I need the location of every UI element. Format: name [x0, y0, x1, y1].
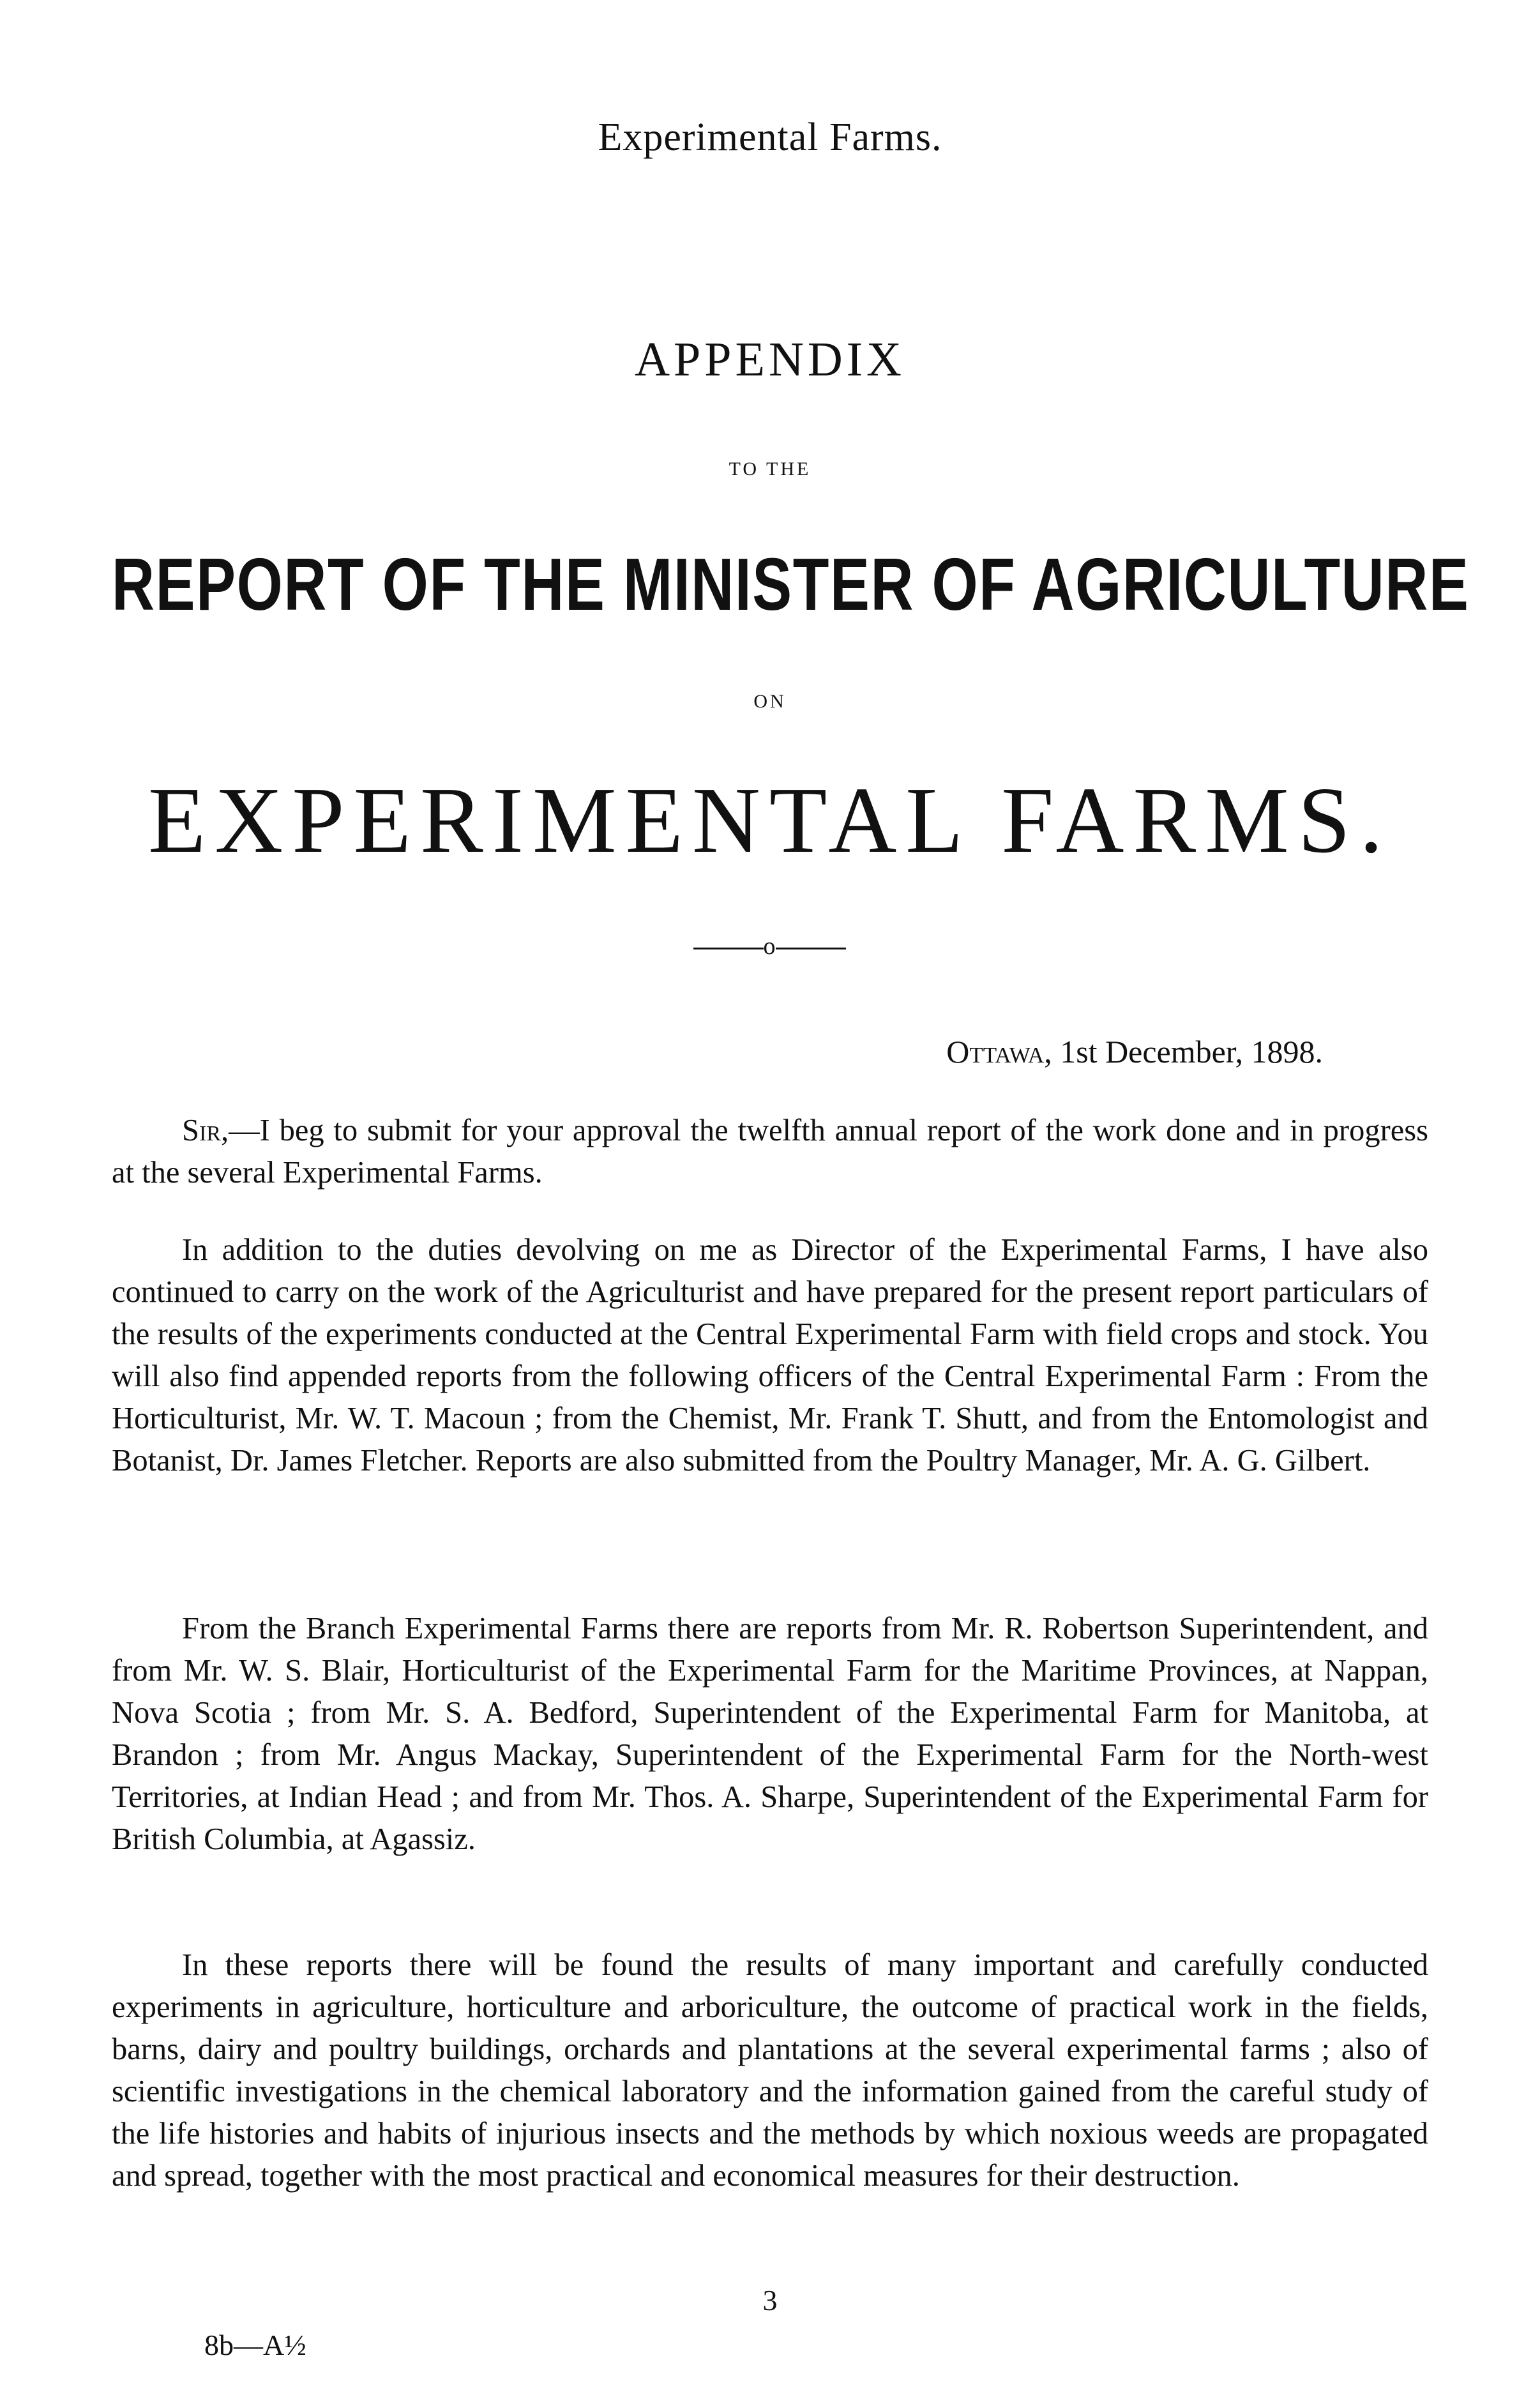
to-the-label: TO THE [728, 458, 812, 480]
running-head: Experimental Farms. [598, 116, 942, 159]
farms-title: EXPERIMENTAL FARMS. [147, 768, 1393, 873]
appendix-heading: APPENDIX [635, 333, 905, 386]
page-number: 3 [762, 2284, 778, 2317]
salutation: Sir, [182, 1114, 229, 1147]
paragraph-4: In these reports there will be found the results of many important and carefully conducted experiments in agriculture, horticulture and arboriculture, the outcome of practical work in the fields, barns, dairy and poultry buildings, orchards and plantations at the several experimental farms ; also of scientific investigations in the chemical laboratory and the information gained from the careful study of the life histories and habits of injurious insects and the methods by which noxious weeds are propagated and spread, together with the most practical and economical measures for their destruction. [112, 1948, 1428, 2193]
rule-line-right [776, 948, 846, 949]
dateline [946, 1033, 1323, 1070]
paragraph-1 [112, 1110, 1428, 1194]
dateline-date: , 1st December, 1898. [1044, 1034, 1323, 1070]
report-title: REPORT OF THE MINISTER OF AGRICULTURE [112, 543, 1470, 626]
rule-line-left [693, 948, 764, 949]
ornament-rule [677, 932, 862, 960]
dateline-place: Ottawa [946, 1034, 1045, 1070]
paragraph-2: In addition to the duties devolving on me as Director of the Experimental Farms, I have also continued to carry on the work of the Agriculturist and have prepared for the present report particulars of the results of the experiments conducted at the Central Experimental Farm with field crops and stock. You will also find appended reports from the following officers of the Central Experimental Farm : From the Horticulturist, Mr. W. T. Macoun ; from the Chemist, Mr. Frank T. Shutt, and from the Entomologist and Botanist, Dr. James Fletcher. Reports are also submitted from the Poultry Manager, Mr. A. G. Gilbert. [112, 1233, 1428, 1478]
paragraph-1-text: —I beg to submit for your approval the twelfth annual report of the work done and in progress at the several Experimental Farms. [112, 1114, 1428, 1190]
on-label: ON [753, 691, 787, 712]
paragraph-3: From the Branch Experimental Farms there are reports from Mr. R. Robertson Superintendent, and from Mr. W. S. Blair, Horticulturist of the Experimental Farm for the Maritime Provinces, at Nappan, Nova Scotia ; from Mr. S. A. Bedford, Superintendent of the Experimental Farm for Manitoba, at Brandon ; from Mr. Angus Mackay, Superintendent of the Experimental Farm for the North-west Territories, at Indian Head ; and from Mr. Thos. A. Sharpe, Superintendent of the Experimental Farm for British Columbia, at Agassiz. [112, 1612, 1428, 1856]
rule-ornament: o [763, 933, 776, 960]
signature-mark: 8b—A½ [204, 2329, 306, 2361]
